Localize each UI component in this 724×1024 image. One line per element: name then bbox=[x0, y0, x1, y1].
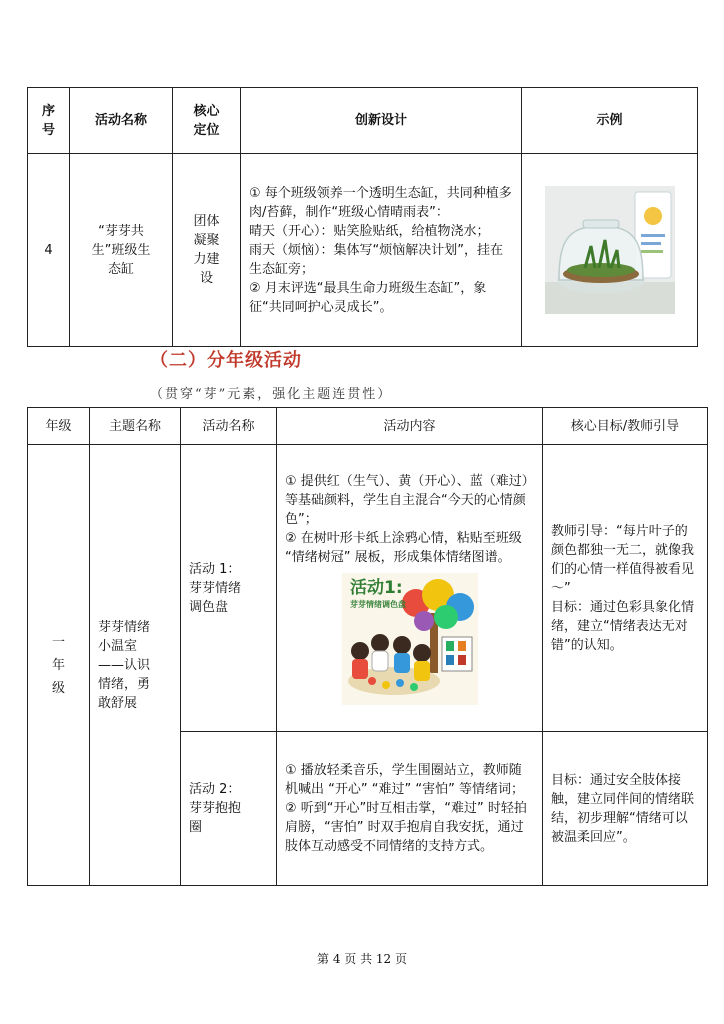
header-activity-content: 活动内容 bbox=[277, 408, 543, 445]
activity-2-goal: 目标：通过安全肢体接触，建立同伴间的情绪联结，初步理解“情绪可以被温柔回应”。 bbox=[543, 732, 708, 886]
row-activity-name: “芽芽共 生”班级生 态缸 bbox=[70, 154, 173, 347]
header-core-positioning: 核心 定位 bbox=[173, 88, 241, 154]
row-number: 4 bbox=[28, 154, 70, 347]
activity-2-name: 活动 2： 芽芽抱抱 圈 bbox=[181, 732, 277, 886]
table-header-row bbox=[28, 88, 698, 154]
table-header-row bbox=[28, 408, 708, 445]
poster-subtitle: 芽芽情绪调色盘 bbox=[349, 599, 406, 609]
section-subtitle: （贯穿“芽”元素，强化主题连贯性） bbox=[150, 387, 393, 402]
header-grade: 年级 bbox=[28, 408, 90, 445]
terrarium-photo bbox=[545, 186, 675, 314]
row-example bbox=[522, 154, 698, 347]
header-activity-name: 活动名称 bbox=[181, 408, 277, 445]
grade-activity-table bbox=[27, 407, 708, 886]
poster-title: 活动1: bbox=[349, 577, 403, 598]
activity-1-name: 活动 1： 芽芽情绪 调色盘 bbox=[181, 445, 277, 732]
innovation-table bbox=[27, 87, 698, 347]
activity-1-content-cell bbox=[277, 445, 543, 732]
row-design: ① 每个班级领养一个透明生态缸，共同种植多肉/苔藓，制作“班级心情晴雨表”： 晴天（开心）：贴笑脸贴纸，给植物浇水； 雨天（烦恼）：集体写“烦恼解决计划”，挂在生态缸旁； ② 月末评选“最具生命力班级生态缸”，象征“共同呵护心灵成长”。 bbox=[241, 154, 522, 347]
grade-cell: 一 年 级 bbox=[28, 445, 90, 886]
activity-2-content: ① 播放轻柔音乐，学生围圈站立，教师随机喊出 “开心” “难过” “害怕” 等情绪词； ② 听到“开心”时互相击掌，“难过” 时轻拍肩膀，“害怕” 时双手抱肩自我安抚，通过肢体互动感受不同情绪的支持方式。 bbox=[277, 732, 543, 886]
header-example: 示例 bbox=[522, 88, 698, 154]
table-row bbox=[28, 154, 698, 347]
header-innovative-design: 创新设计 bbox=[241, 88, 522, 154]
header-activity-name: 活动名称 bbox=[70, 88, 173, 154]
activity-1-poster bbox=[342, 573, 478, 705]
page-footer: 第 4 页 共 12 页 bbox=[317, 952, 407, 966]
header-number: 序 号 bbox=[28, 88, 70, 154]
theme-cell: 芽芽情绪 小温室 ——认识 情绪，勇 敢舒展 bbox=[90, 445, 181, 886]
section-title: （二）分年级活动 bbox=[150, 350, 302, 371]
row-positioning: 团体 凝聚 力建 设 bbox=[173, 154, 241, 347]
table-row bbox=[28, 445, 708, 732]
activity-1-goal: 教师引导：“每片叶子的颜色都独一无二，就像我们的心情一样值得被看见～” 目标：通过色彩具象化情绪，建立“情绪表达无对错”的认知。 bbox=[543, 445, 708, 732]
header-theme-name: 主题名称 bbox=[90, 408, 181, 445]
header-core-goal: 核心目标/教师引导 bbox=[543, 408, 708, 445]
activity-1-content: ① 提供红（生气）、黄（开心）、蓝（难过）等基础颜料，学生自主混合“今天的心情颜色”； ② 在树叶形卡纸上涂鸦心情，粘贴至班级 “情绪树冠” 展板，形成集体情绪图谱。 bbox=[285, 473, 529, 565]
